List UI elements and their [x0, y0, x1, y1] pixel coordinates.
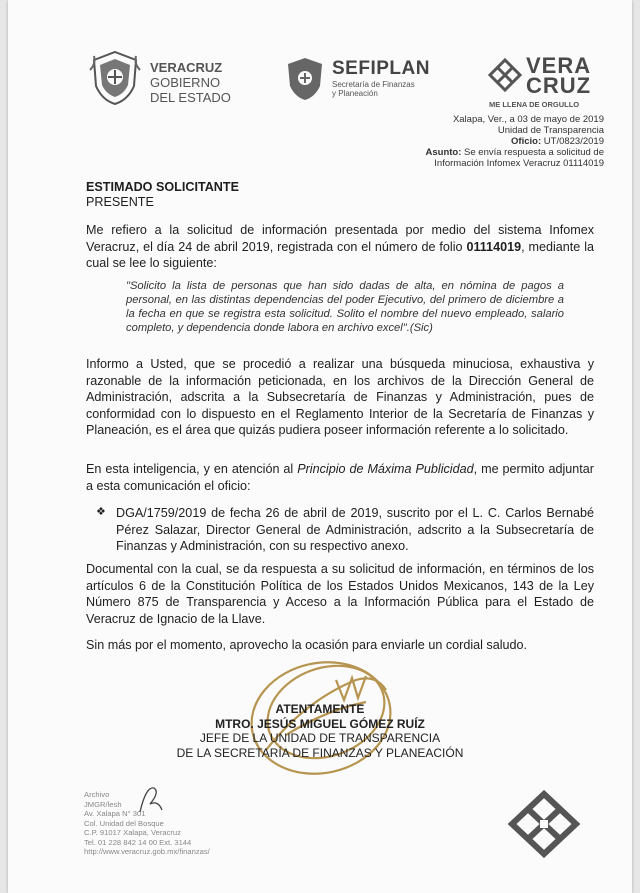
signer-name: MTRO. JESÚS MIGUEL GÓMEZ RUÍZ [215, 716, 425, 731]
footer-link[interactable]: http://www.veracruz.gob.mx/finanzas/ [84, 847, 210, 856]
closing: ATENTAMENTE [275, 702, 365, 716]
oficio-label: Oficio: [511, 136, 542, 147]
sefiplan-sub: y Planeación [332, 89, 378, 98]
document-page [8, 0, 632, 893]
para3-text-end: , me permito adjuntar a esta comunicación el oficio: [86, 462, 595, 493]
logo-line: GOBIERNO [150, 75, 221, 90]
para3-text: En esta inteligencia, y en atención al [86, 462, 298, 476]
asunto-value: Se envía respuesta a solicitud de [464, 147, 604, 158]
sefiplan-shield-icon [284, 56, 326, 107]
gobierno-logo-text [150, 60, 231, 105]
footer-line: JMGR/lesh [84, 799, 122, 809]
footer-line: Archivo [84, 790, 110, 799]
salutation [86, 180, 239, 210]
signer-role: JEFE DE LA UNIDAD DE TRANSPARENCIA [199, 731, 441, 745]
request-quote: "Solicito la lista de personas que han sido dadas de alta, en nómina de pagos a personal, en las distintas dependencias del poder Ejecutivo, del primero de diciembre a la fecha en que se registra esta solicitud. Solito el nombre del nuevo empleado, salario completo, y dependencia donde labora en archivo excel".(Sic) [126, 280, 564, 334]
signature-block [0, 702, 640, 760]
footer-line: Col. Unidad del Bosque [84, 818, 164, 828]
sefiplan-logo-text [332, 58, 430, 98]
salutation-sub: PRESENTE [86, 195, 154, 209]
footer-line: C.P. 91017 Xalapa, Veracruz [84, 828, 181, 837]
place-date: Xalapa, Ver., a 03 de mayo de 2019 [452, 114, 604, 125]
para1-text-end: , mediante la cual se lee lo siguiente: [86, 239, 594, 270]
state-shield-icon [88, 50, 142, 111]
footer-line: Tel. 01 228 842 14 00 Ext. 3144 [84, 837, 192, 847]
asunto-label: Asunto: [425, 147, 462, 158]
sefiplan-sub: Secretaría de Finanzas [332, 80, 415, 89]
paragraph-2: Informo a Usted, que se procedió a realizar una búsqueda minuciosa, exhaustiva y razonable de la información peticionada, en los archivos de la Dirección General de Administración, adscrita a la Subsecretaría de Finanzas y Administración, pues de conformidad con lo dispuesto en el Reglamento Interior de la Secretaría de Finanzas y Planeación, es el área que quizás pudiera poseer información referente a lo solicitado. [86, 357, 594, 437]
unit-name: Unidad de Transparencia [497, 125, 604, 136]
logo-line: DEL ESTADO [150, 90, 231, 105]
asunto-line [426, 147, 604, 158]
bullet-diamond-icon: ❖ [96, 506, 106, 518]
signer-department: DE LA SECRETARÍA DE FINANZAS Y PLANEACIÓN [176, 745, 464, 760]
paragraph-3 [86, 461, 594, 494]
principle-name: Principio de Máxima Publicidad [297, 462, 474, 476]
para1-text: Me refiero a la solicitud de información presentada por medio del sistema Infomex Veracruz, el día 24 de abril 2019, registrada con el número de folio [86, 223, 594, 254]
oficio-line [426, 136, 604, 147]
asunto-value-2: Información Infomex Veracruz 01114019 [434, 158, 604, 169]
initials-scribble [136, 782, 166, 823]
vera-slogan: ME LLENA DE ORGULLO [489, 100, 580, 109]
letter-meta [426, 114, 604, 169]
attached-oficio: DGA/1759/2019 de fecha 26 de abril de 2019, suscrito por el L. C. Carlos Bernabé Pérez Salazar, Director General de Administración, adscrito a la Subsecretaría de Finanzas y Administración, con su respectivo anexo. [116, 506, 594, 553]
sefiplan-title: SEFIPLAN [332, 58, 430, 79]
logo-line: VERA [526, 53, 592, 78]
paragraph-1 [86, 222, 594, 272]
paragraph-5: Sin más por el momento, aprovecho la ocasión para enviarle un cordial saludo. [86, 638, 528, 652]
paragraph-4: Documental con la cual, se da respuesta a su solicitud de información, en términos de los artículos 6 de la Constitución Política de los Estados Unidos Mexicanos, 143 de la Ley Número 875 de Transparencia y Acceso a la Información Pública para el Estado de Veracruz de Ignacio de la Llave. [86, 562, 594, 626]
vera-logo-text [526, 53, 592, 98]
footer-line: Av. Xalapa N° 301 [84, 809, 146, 818]
veracruz-knot-icon [508, 790, 580, 863]
oficio-value: UT/0823/2019 [543, 136, 604, 147]
folio-number: 01114019 [466, 239, 522, 254]
salutation-title: ESTIMADO SOLICITANTE [86, 180, 239, 194]
veracruz-knot-icon [488, 58, 522, 97]
logo-line: CRUZ [526, 73, 592, 98]
logo-line: VERACRUZ [150, 60, 223, 75]
